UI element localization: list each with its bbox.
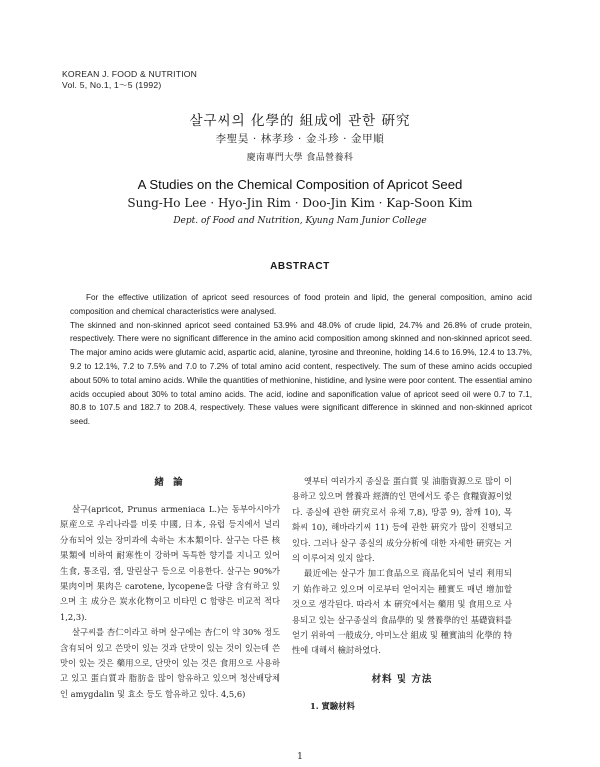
body-paragraph: 옛부터 여러가지 종실을 蛋白質 및 油脂資源으로 많이 이용하고 있으며 營養과 經濟的인 면에서도 좋은 食糧資源이었다. 종실에 관한 硏究로서 유채 7,8), 땅콩 9), 참깨 10), 목화씨 10), 해바라기씨 11) 등에 관한 硏究가 많이 진행되고 있다. 그러나 살구 종실의 成分分析에 대한 자세한 硏究는 거의 이루어져 있지 않다. <box>292 476 512 564</box>
body-paragraph: 살구(apricot, Prunus armeniaca L.)는 동부아시아가 原産으로 우리나라를 비롯 中國, 日本, 유럽 등지에서 널리 分布되어 있는 장미과에 속하는 木本類이다. 살구는 다른 核果類에 비하여 耐寒性이 강하며 독특한 향기를 지니고 있어 生食, 통조림, 잼, 말린살구 등으로 이용한다. 살구는 90%가 果肉이며 果肉은 carotene, lycopene을 다량 含有하고 있으며 主 成分은 炭水化物이고 비타민 C 함량은 비교적 적다 1,2,3). <box>60 504 280 622</box>
abstract-body <box>70 291 532 429</box>
abstract-heading: ABSTRACT <box>270 261 330 272</box>
journal-header <box>62 69 197 91</box>
english-title: A Studies on the Chemical Composition of Apricot Seed <box>137 177 463 192</box>
abstract-paragraph: For the effective utilization of apricot seed resources of food protein and lipid, the general composition, amino acid composition and chemical characteristics were analysed. <box>70 293 532 316</box>
right-column <box>292 474 512 714</box>
body-paragraph: 살구씨를 杏仁이라고 하며 살구에는 杏仁이 약 30% 정도 含有되어 있고 쓴맛이 있는 것과 단맛이 있는 것이 있는데 쓴맛이 있는 것은 藥用으로, 단맛이 있는 것은 食用으로 사용하고 있고 蛋白質과 脂肪을 많이 함유하고 있으며 청산배당체인 amygdalin 및 효소 등도 함유하고 있다. 4,5,6) <box>60 627 280 699</box>
subsection-title: 1. 實驗材料 <box>310 700 355 711</box>
section-title-methods: 材料 및 方法 <box>371 673 433 685</box>
body-paragraph: 最近에는 살구가 加工食品으로 商品化되어 널리 利用되기 始作하고 있으며 이로부터 얻어지는 種實도 매년 增加할 것으로 생각된다. 따라서 本 硏究에서는 藥用 및 食用으로 사용되고 있는 살구종실의 食品學的 및 營養學的인 基礎資料를 얻기 위하여 一般成分, 아미노산 組成 및 種實油의 化學的 特性에 대해서 檢討하였다. <box>292 568 512 656</box>
abstract-paragraph: The skinned and non-skinned apricot seed contained 53.9% and 48.0% of crude lipid, 24.7% and 26.8% of crude protein, respectively. There were no significant difference in the amino acid composition among skinned and non-skinned apricot seed. The major amino acids were glutamic acid, aspartic acid, alanine, tyrosine and threonine, holding 14.6 to 16.9%, 12.4 to 13.7%, 9.2 to 12.1%, 7.2 to 7.5% and 7.0 to 7.2% of total amino acid content, respectively. The sum of these amino acids occupied about 50% to total amino acids. While the quantities of methionine, histidine, and lysine were poor content. The essential amino acids occupied about 30% to total amino acids. The acid, iodine and saponification value of apricot seed oil were 0.7 to 7.1, 80.8 to 107.5 and 182.7 to 208.4, respectively. These values were significant difference in skinned and non-skinned apricot seed. <box>70 320 532 427</box>
korean-authors: 李聖昊 · 林孝珍 · 金斗珍 · 金甲順 <box>215 133 385 145</box>
english-affiliation: Dept. of Food and Nutrition, Kyung Nam Junior College <box>173 216 427 226</box>
korean-affiliation: 慶南專門大學 食品營養科 <box>246 153 354 163</box>
korean-title: 살구씨의 化學的 組成에 관한 硏究 <box>189 113 411 129</box>
page-number: 1 <box>297 752 303 762</box>
left-column <box>60 474 280 702</box>
journal-issue: Vol. 5, No.1, 1～5 (1992) <box>62 80 162 90</box>
section-title-introduction: 緖 論 <box>154 477 186 488</box>
english-authors: Sung-Ho Lee · Hyo-Jin Rim · Doo-Jin Kim · Kap-Soon Kim <box>127 196 473 210</box>
journal-name: KOREAN J. FOOD & NUTRITION <box>62 69 198 79</box>
